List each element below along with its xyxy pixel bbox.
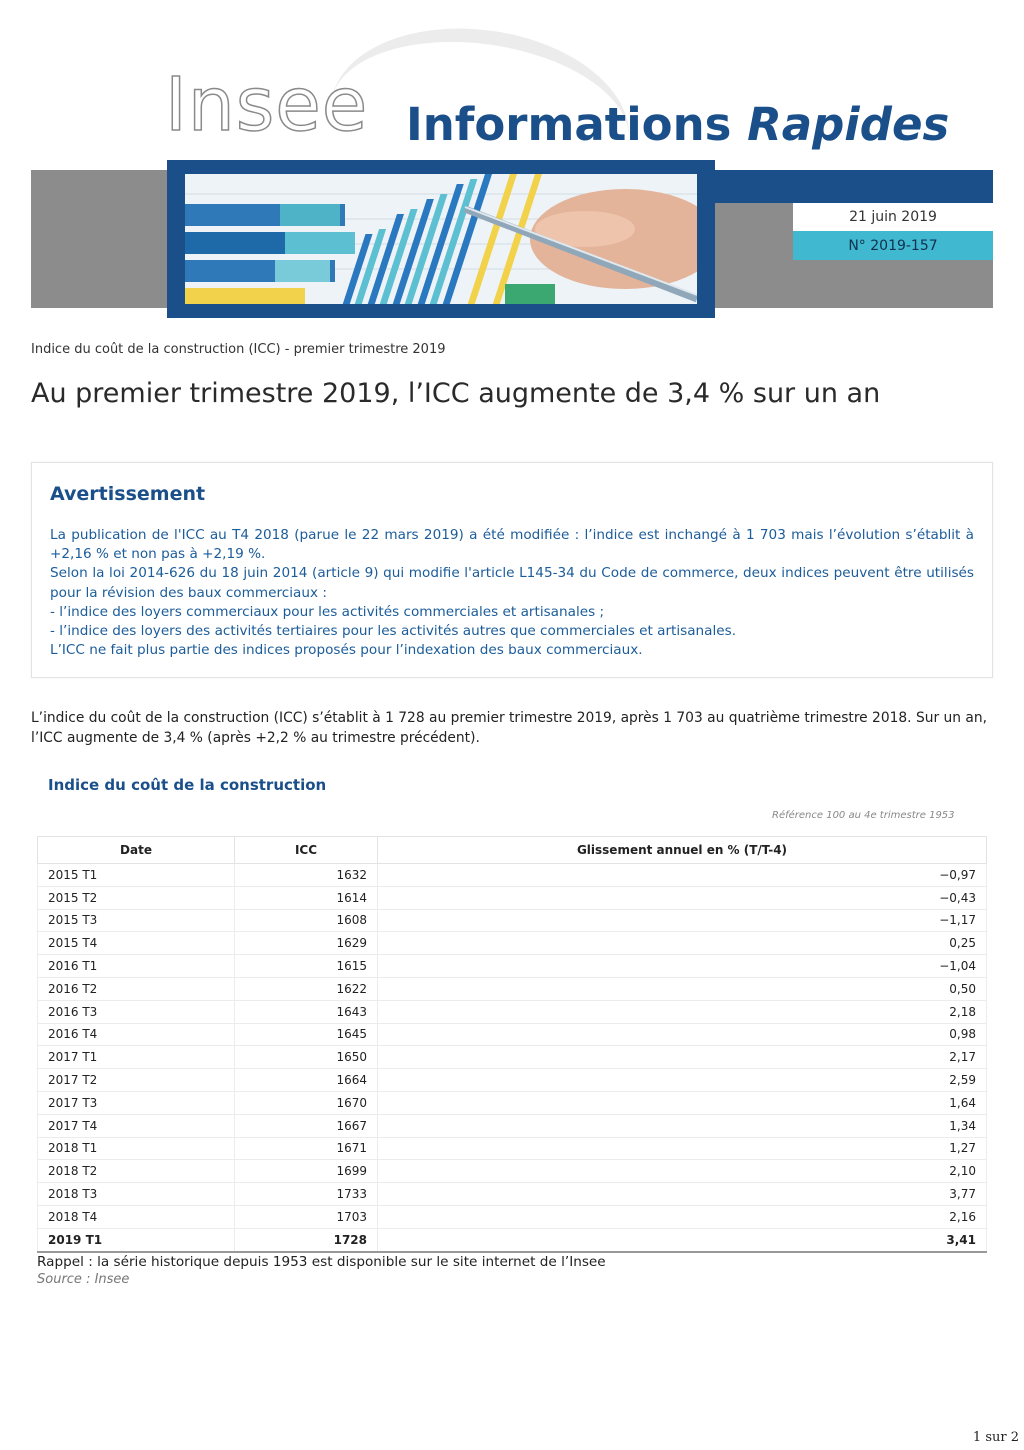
cell-icc: 1699 <box>235 1160 378 1183</box>
cell-glissement: 3,77 <box>378 1183 987 1206</box>
cell-date: 2018 T2 <box>38 1160 235 1183</box>
cell-glissement: 1,64 <box>378 1091 987 1114</box>
table-row <box>38 1183 987 1206</box>
warning-line: L’ICC ne fait plus partie des indices proposés pour l’indexation des baux commerciaux. <box>50 642 643 659</box>
publication-header <box>0 0 1024 330</box>
header-photo-chart-and-pen <box>185 174 697 304</box>
cell-date: 2015 T2 <box>38 886 235 909</box>
cell-icc: 1615 <box>235 955 378 978</box>
table-row <box>38 932 987 955</box>
document-kicker: Indice du coût de la construction (ICC) - premier trimestre 2019 <box>31 342 446 357</box>
table-row <box>38 1205 987 1228</box>
table-row <box>38 1023 987 1046</box>
cell-icc: 1645 <box>235 1023 378 1046</box>
table-row <box>38 1069 987 1092</box>
cell-glissement: 2,10 <box>378 1160 987 1183</box>
table-row <box>38 886 987 909</box>
warning-title: Avertissement <box>50 483 206 505</box>
cell-glissement: −0,97 <box>378 864 987 887</box>
cell-date: 2016 T1 <box>38 955 235 978</box>
cell-icc: 1622 <box>235 977 378 1000</box>
table-row <box>38 909 987 932</box>
cell-glissement: 1,34 <box>378 1114 987 1137</box>
warning-body <box>50 526 974 660</box>
cell-glissement: 0,50 <box>378 977 987 1000</box>
insee-logo: Insee <box>165 62 369 148</box>
cell-icc: 1629 <box>235 932 378 955</box>
cell-date: 2015 T4 <box>38 932 235 955</box>
table-row <box>38 1228 987 1251</box>
cell-date: 2016 T4 <box>38 1023 235 1046</box>
table-header-row <box>38 837 987 864</box>
column-header-date: Date <box>38 837 235 864</box>
cell-glissement: 1,27 <box>378 1137 987 1160</box>
cell-glissement: 0,98 <box>378 1023 987 1046</box>
cell-date: 2015 T3 <box>38 909 235 932</box>
cell-glissement: −0,43 <box>378 886 987 909</box>
summary-paragraph: L’indice du coût de la construction (ICC) s’établit à 1 728 au premier trimestre 2019, après 1 703 au quatrième trimestre 2018. Sur un an, l’ICC augmente de 3,4 % (après +2,2 % au trimestre précédent). <box>31 710 987 746</box>
source-note: Source : Insee <box>37 1272 130 1287</box>
cell-icc: 1664 <box>235 1069 378 1092</box>
cell-icc: 1608 <box>235 909 378 932</box>
cell-glissement: 3,41 <box>378 1228 987 1251</box>
warning-line: La publication de l'ICC au T4 2018 (parue le 22 mars 2019) a été modifiée : l’indice est inchangé à 1 703 mais l’évolution s’établit à +2,16 % et non pas à +2,19 %. <box>50 527 974 563</box>
cell-date: 2018 T4 <box>38 1205 235 1228</box>
table-row <box>38 1000 987 1023</box>
cell-icc: 1671 <box>235 1137 378 1160</box>
page-number: 1 sur 2 <box>972 1430 1019 1445</box>
cell-glissement: −1,17 <box>378 909 987 932</box>
warning-line: Selon la loi 2014-626 du 18 juin 2014 (article 9) qui modifie l'article L145-34 du Code de commerce, deux indices peuvent être utilisés pour la révision des baux commerciaux : <box>50 565 974 601</box>
cell-date: 2018 T3 <box>38 1183 235 1206</box>
column-header-icc: ICC <box>235 837 378 864</box>
page-title: Au premier trimestre 2019, l’ICC augmente de 3,4 % sur un an <box>31 378 881 409</box>
icc-table <box>37 836 987 1253</box>
cell-icc: 1733 <box>235 1183 378 1206</box>
cell-icc: 1650 <box>235 1046 378 1069</box>
warning-box <box>31 462 993 678</box>
column-header-glissement: Glissement annuel en % (T/T-4) <box>378 837 987 864</box>
publication-number: N° 2019-157 <box>793 231 993 260</box>
header-blue-bar <box>700 170 993 203</box>
banner-title <box>406 98 949 151</box>
table-row <box>38 1160 987 1183</box>
table-row <box>38 977 987 1000</box>
cell-glissement: 2,17 <box>378 1046 987 1069</box>
rappel-note: Rappel : la série historique depuis 1953 est disponible sur le site internet de l’Insee <box>37 1254 606 1270</box>
cell-date: 2018 T1 <box>38 1137 235 1160</box>
banner-title-italic: Rapides <box>747 98 950 151</box>
cell-icc: 1614 <box>235 886 378 909</box>
cell-icc: 1643 <box>235 1000 378 1023</box>
table-row <box>38 1114 987 1137</box>
cell-icc: 1703 <box>235 1205 378 1228</box>
table-title: Indice du coût de la construction <box>48 776 327 794</box>
cell-icc: 1728 <box>235 1228 378 1251</box>
table-row <box>38 1091 987 1114</box>
cell-icc: 1667 <box>235 1114 378 1137</box>
warning-line: - l’indice des loyers commerciaux pour les activités commerciales et artisanales ; <box>50 603 605 620</box>
table-row <box>38 955 987 978</box>
table-row <box>38 864 987 887</box>
table-row <box>38 1137 987 1160</box>
warning-line: - l’indice des loyers des activités tertiaires pour les activités autres que commerciales et artisanales. <box>50 623 737 640</box>
cell-date: 2017 T3 <box>38 1091 235 1114</box>
cell-icc: 1670 <box>235 1091 378 1114</box>
cell-date: 2016 T2 <box>38 977 235 1000</box>
cell-glissement: 2,59 <box>378 1069 987 1092</box>
table-reference: Référence 100 au 4e trimestre 1953 <box>772 810 955 821</box>
cell-date: 2017 T4 <box>38 1114 235 1137</box>
cell-date: 2017 T2 <box>38 1069 235 1092</box>
table-row <box>38 1046 987 1069</box>
banner-title-main: Informations <box>406 98 732 151</box>
publication-date: 21 juin 2019 <box>793 203 993 231</box>
cell-date: 2019 T1 <box>38 1228 235 1251</box>
cell-glissement: 0,25 <box>378 932 987 955</box>
cell-date: 2015 T1 <box>38 864 235 887</box>
cell-glissement: 2,18 <box>378 1000 987 1023</box>
cell-glissement: 2,16 <box>378 1205 987 1228</box>
cell-glissement: −1,04 <box>378 955 987 978</box>
cell-icc: 1632 <box>235 864 378 887</box>
cell-date: 2016 T3 <box>38 1000 235 1023</box>
cell-date: 2017 T1 <box>38 1046 235 1069</box>
